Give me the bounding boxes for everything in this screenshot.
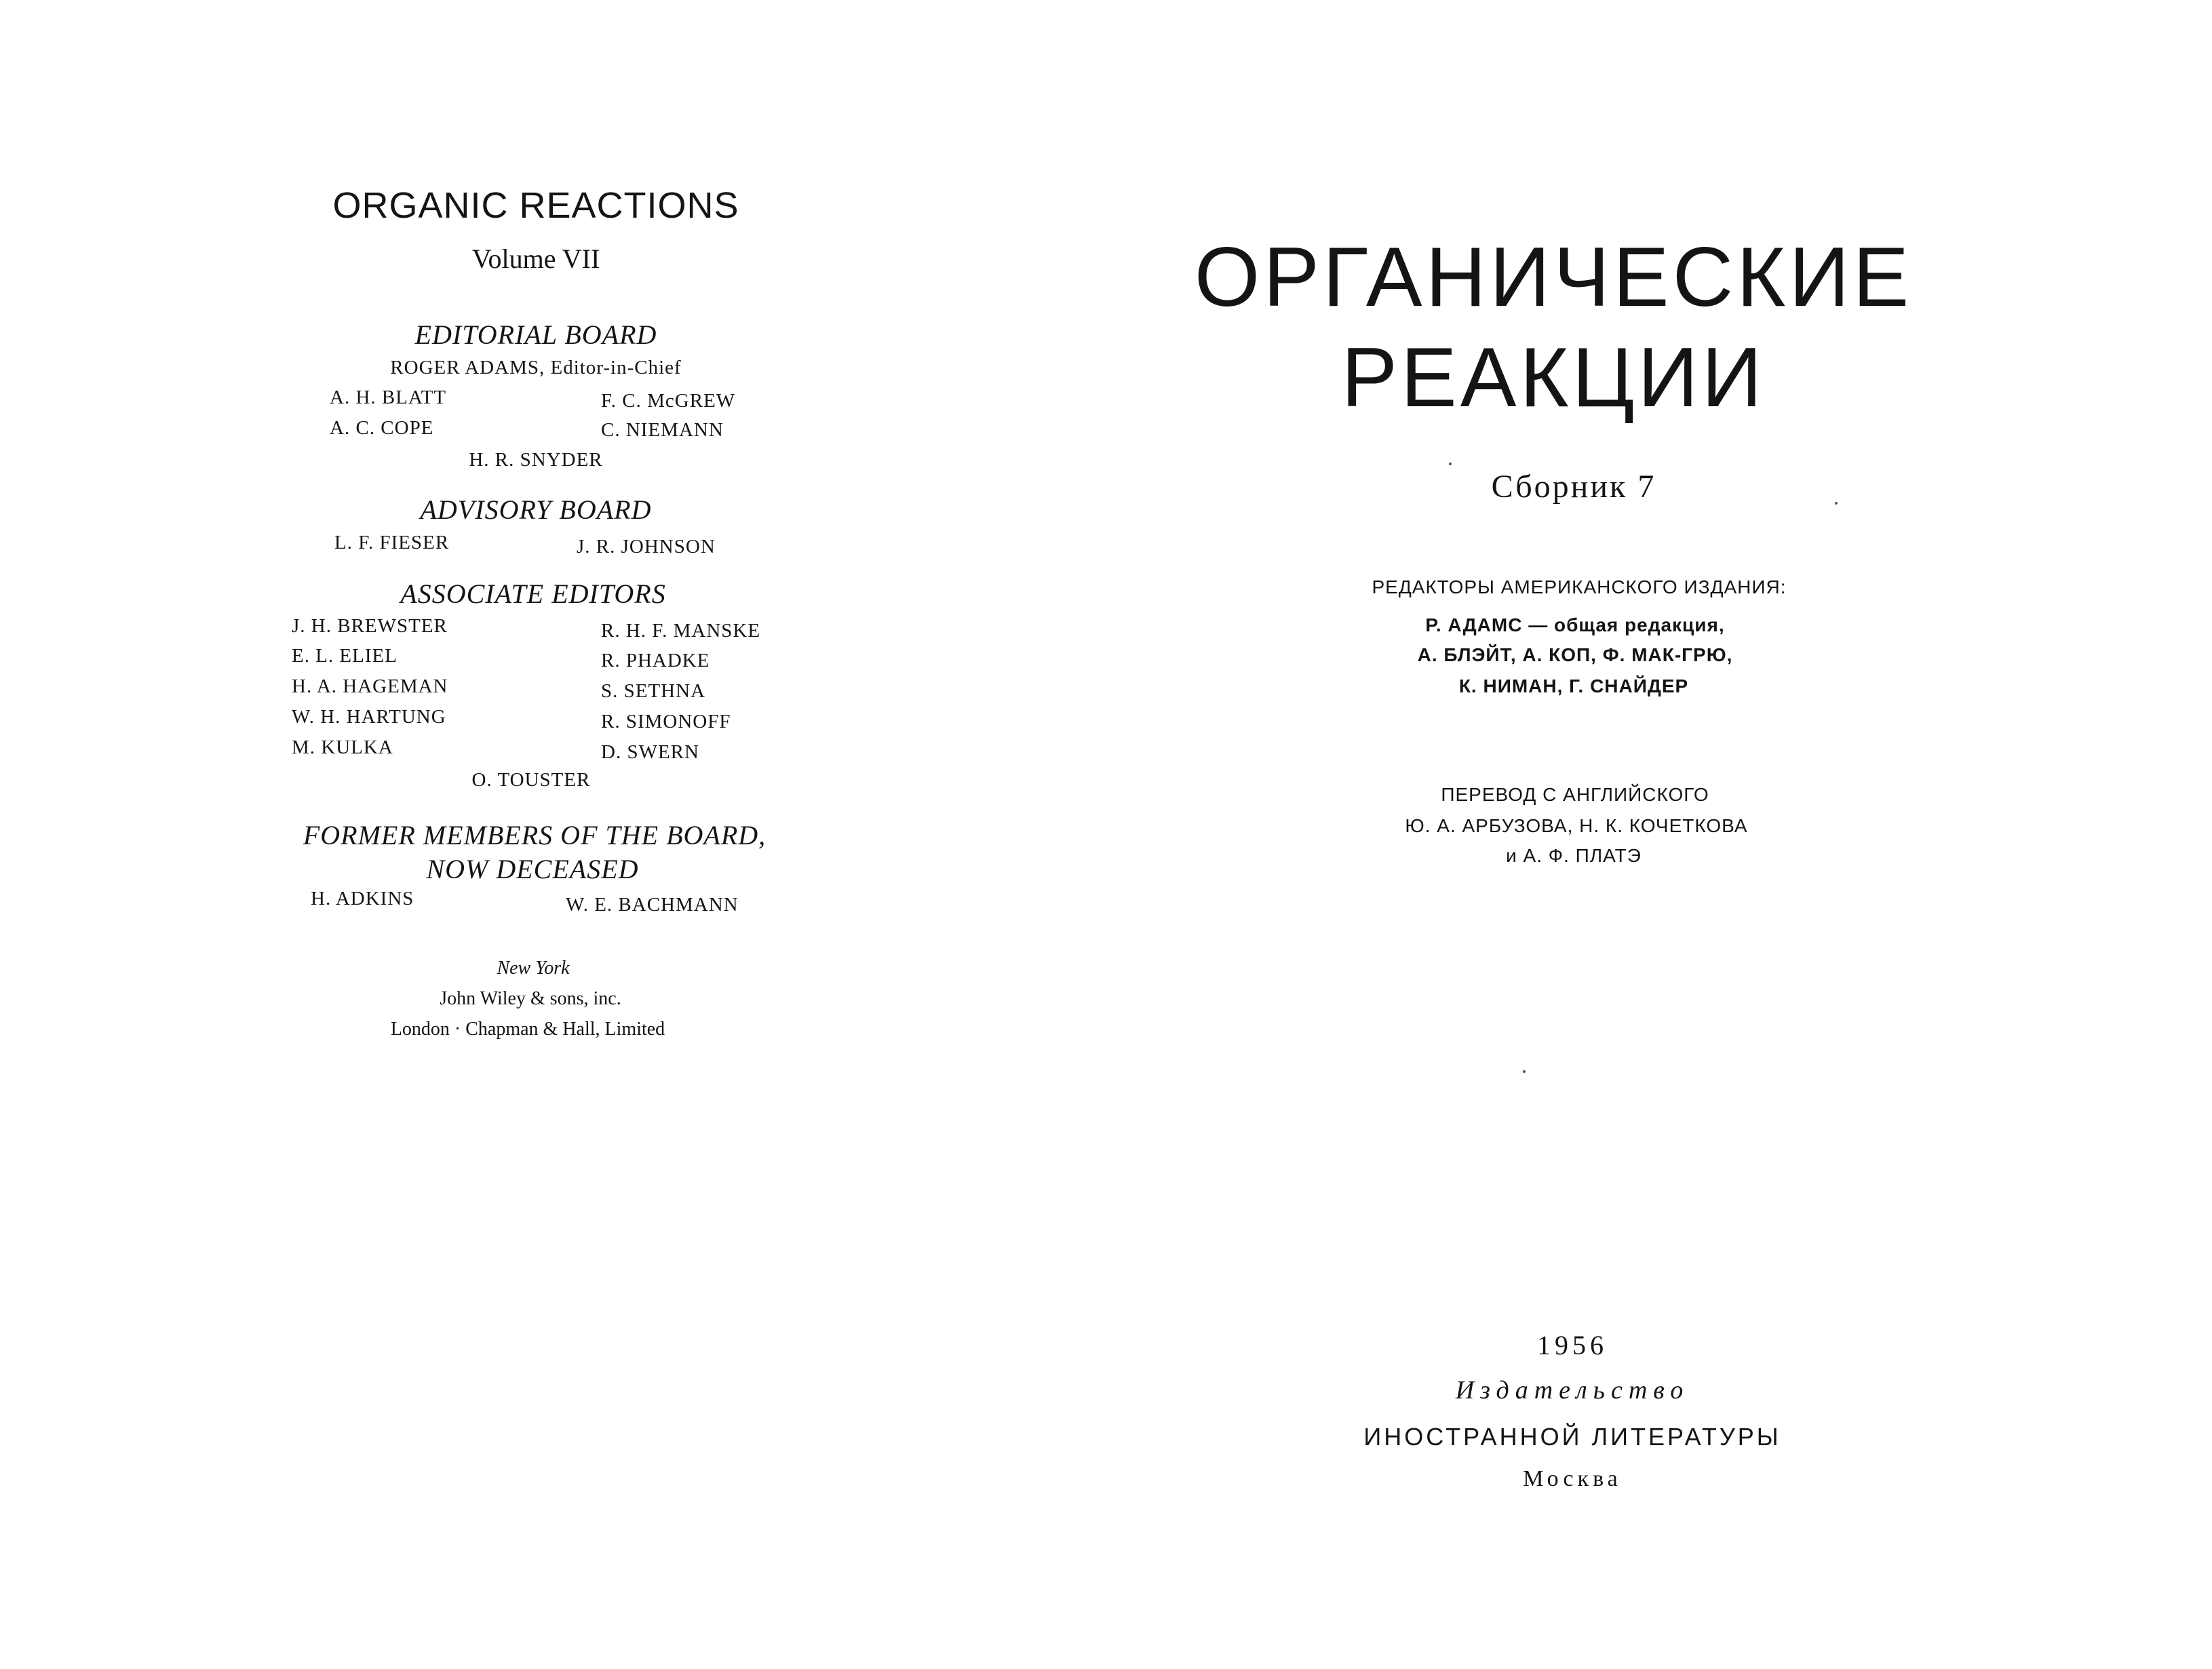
- former-members-heading-line2: NOW DECEASED: [426, 854, 639, 884]
- imprint-london: London · Chapman & Hall, Limited: [390, 1019, 665, 1040]
- associate-editor: E. L. ELIEL: [292, 645, 397, 667]
- editors-line: А. БЛЭЙТ, А. КОП, Ф. МАК-ГРЮ,: [1417, 644, 1733, 665]
- print-speck: [1523, 1070, 1526, 1073]
- translators-line: и А. Ф. ПЛАТЭ: [1506, 845, 1642, 866]
- publisher-line1: Издательство: [1455, 1376, 1690, 1405]
- editorial-board-heading: EDITORIAL BOARD: [414, 319, 657, 350]
- associate-editor: O. TOUSTER: [471, 769, 591, 791]
- advisory-member: L. F. FIESER: [334, 532, 450, 553]
- advisory-member: J. R. JOHNSON: [577, 536, 716, 557]
- editors-line: Р. АДАМС — общая редакция,: [1425, 614, 1725, 635]
- associate-editor: R. SIMONOFF: [601, 711, 731, 732]
- right-page: [1106, 0, 2212, 1669]
- print-speck: [1449, 463, 1452, 465]
- editors-label: РЕДАКТОРЫ АМЕРИКАНСКОГО ИЗДАНИЯ:: [1372, 576, 1787, 597]
- former-member: H. ADKINS: [311, 888, 414, 909]
- editorial-member: H. R. SNYDER: [469, 449, 603, 471]
- associate-editor: D. SWERN: [601, 741, 699, 763]
- english-volume: Volume VII: [471, 243, 600, 274]
- imprint-city: New York: [497, 958, 570, 979]
- former-members-heading: FORMER MEMBERS OF THE BOARD,: [303, 820, 767, 850]
- imprint-publisher: John Wiley & sons, inc.: [440, 988, 621, 1009]
- associate-editors-heading: ASSOCIATE EDITORS: [400, 578, 666, 609]
- editorial-member: F. C. McGREW: [601, 390, 736, 412]
- associate-editor: J. H. BREWSTER: [292, 615, 448, 637]
- former-member: W. E. BACHMANN: [566, 894, 739, 916]
- associate-editor: R. PHADKE: [601, 650, 710, 671]
- translators-line: Ю. А. АРБУЗОВА, Н. К. КОЧЕТКОВА: [1405, 815, 1748, 836]
- associate-editor: R. H. F. MANSKE: [601, 620, 761, 642]
- publication-year: 1956: [1537, 1330, 1608, 1360]
- russian-volume: Сборник 7: [1491, 469, 1656, 505]
- associate-editor: S. SETHNA: [601, 680, 706, 702]
- english-title: ORGANIC REACTIONS: [332, 185, 739, 226]
- editors-line: К. НИМАН, Г. СНАЙДЕР: [1458, 675, 1689, 696]
- translation-label: ПЕРЕВОД С АНГЛИЙСКОГО: [1441, 784, 1709, 805]
- associate-editor: W. H. HARTUNG: [292, 706, 446, 728]
- editorial-member: A. H. BLATT: [330, 387, 447, 408]
- russian-title-line1: ОРГАНИЧЕСКИЕ: [1194, 231, 1913, 324]
- editorial-member: C. NIEMANN: [601, 419, 724, 441]
- editor-in-chief: ROGER ADAMS, Editor-in-Chief: [390, 357, 682, 378]
- russian-title-line2: РЕАКЦИИ: [1341, 331, 1766, 425]
- publication-city: Москва: [1523, 1466, 1622, 1491]
- print-speck: [1835, 502, 1838, 505]
- associate-editor: M. KULKA: [292, 737, 393, 758]
- associate-editor: H. A. HAGEMAN: [292, 675, 448, 697]
- publisher-line2: ИНОСТРАННОЙ ЛИТЕРАТУРЫ: [1363, 1423, 1781, 1451]
- editorial-member: A. C. COPE: [330, 417, 434, 439]
- advisory-board-heading: ADVISORY BOARD: [420, 494, 652, 525]
